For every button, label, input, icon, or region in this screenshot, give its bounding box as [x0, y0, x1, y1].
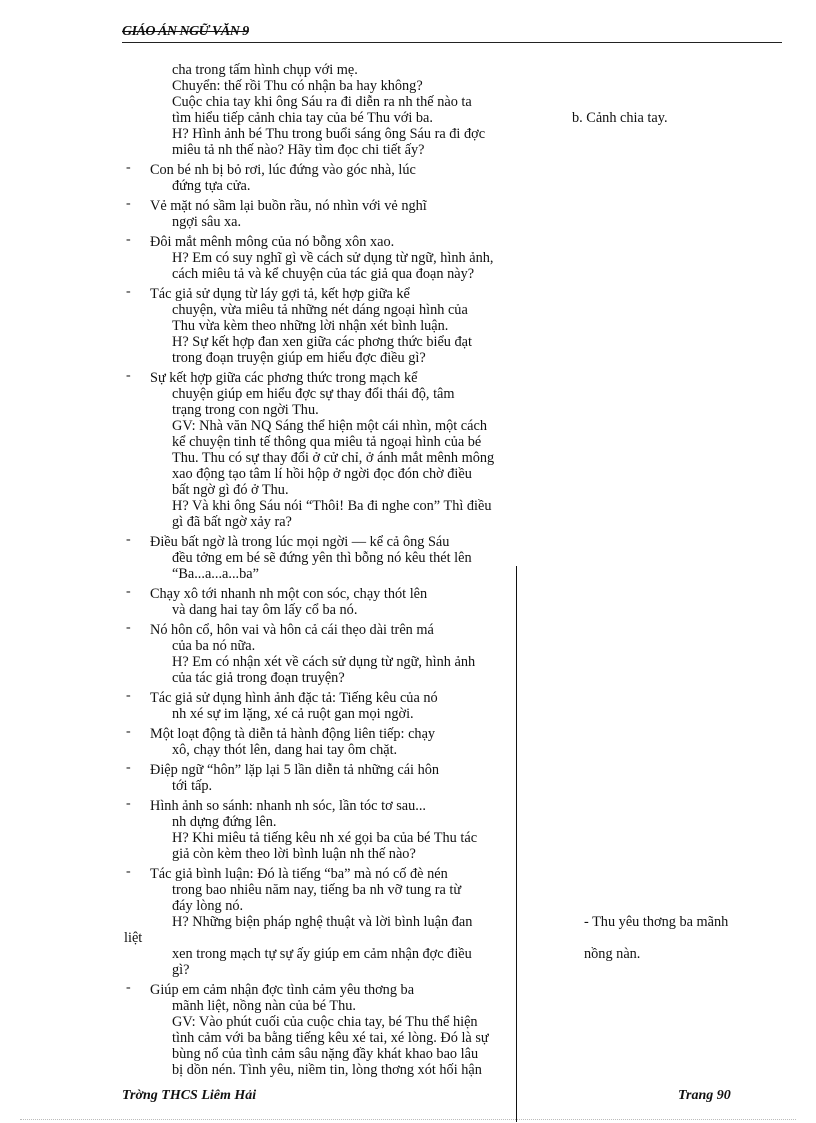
header-title: GIÁO ÁN NGỮ VĂN 9	[122, 24, 249, 39]
text-line: Tác giả sử dụng hình ảnh đặc tả: Tiếng kêu của nó	[150, 690, 438, 706]
text-line: Đôi mắt mênh mông của nó bỗng xôn xao.	[150, 234, 395, 250]
text-line: miêu tả nh thế nào? Hãy tìm đọc chi tiết ấy?	[172, 142, 425, 158]
text-line: GV: Vào phút cuối của cuộc chia tay, bé Thu thể hiện	[172, 1014, 478, 1030]
bullet-dash: -	[126, 368, 131, 383]
text-line: Con bé nh bị bỏ rơi, lúc đứng vào góc nhà, lúc	[150, 162, 416, 178]
text-line: đều tởng em bé sẽ đứng yên thì bỗng nó kêu thét lên	[172, 550, 472, 566]
text-line: nh xé sự im lặng, xé cả ruột gan mọi ngời.	[172, 706, 414, 722]
bullet-dash: -	[126, 980, 131, 995]
bullet-dash: -	[126, 796, 131, 811]
text-line: liệt	[124, 930, 143, 946]
column-divider	[516, 566, 517, 1122]
text-line: của ba nó nữa.	[172, 638, 256, 654]
bullet-dash: -	[126, 196, 131, 211]
text-line: “Ba...a...a...ba”	[172, 566, 259, 582]
bullet-dash: -	[126, 232, 131, 247]
bullet-dash: -	[126, 160, 131, 175]
bullet-dash: -	[126, 584, 131, 599]
text-line: H? Và khi ông Sáu nói “Thôi! Ba đi nghe con” Thì điều	[172, 498, 492, 514]
text-line: mãnh liệt, nồng nàn của bé Thu.	[172, 998, 356, 1014]
text-line: trong bao nhiêu năm nay, tiếng ba nh vỡ tung ra từ	[172, 882, 462, 898]
text-line: Hình ảnh so sánh: nhanh nh sóc, lần tóc tơ sau...	[150, 798, 426, 814]
text-line: Tác giả bình luận: Đó là tiếng “ba” mà nó cố đè nén	[150, 866, 448, 882]
text-line: Giúp em cảm nhận đợc tình cảm yêu thơng ba	[150, 982, 415, 998]
text-line: chuyện giúp em hiểu đợc sự thay đổi thái độ, tâm	[172, 386, 455, 402]
text-line: Điệp ngữ “hôn” lặp lại 5 lần diễn tả những cái hôn	[150, 762, 440, 778]
text-line: cha trong tấm hình chụp với mẹ.	[172, 62, 358, 78]
text-line: Sự kết hợp giữa các phơng thức trong mạch kể	[150, 370, 418, 386]
text-line: trạng trong con ngời Thu.	[172, 402, 319, 418]
text-line: cách miêu tả và kể chuyện của tác giả qua đoạn này?	[172, 266, 475, 282]
text-line: kể chuyện tinh tế thông qua miêu tả ngoại hình của bé	[172, 434, 482, 450]
bullet-dash: -	[126, 760, 131, 775]
bullet-dash: -	[126, 688, 131, 703]
bullet-dash: -	[126, 284, 131, 299]
text-line: nh dựng đứng lên.	[172, 814, 277, 830]
text-line: Thu. Thu có sự thay đổi ở cử chỉ, ở ánh mắt mênh mông	[172, 450, 495, 466]
text-line: GV: Nhà văn NQ Sáng thể hiện một cái nhìn, một cách	[172, 418, 487, 434]
text-line: H? Sự kết hợp đan xen giữa các phơng thức biểu đạt	[172, 334, 472, 350]
text-line: trong đoạn truyện giúp em hiểu đợc điều gì?	[172, 350, 426, 366]
bullet-dash: -	[126, 864, 131, 879]
text-line: chuyện, vừa miêu tả những nét dáng ngoại hình của	[172, 302, 468, 318]
text-line: Chuyển: thế rồi Thu có nhận ba hay không?	[172, 78, 423, 94]
bottom-divider	[20, 1119, 796, 1121]
footer-page-number: Trang 90	[678, 1088, 731, 1103]
text-line: Nó hôn cổ, hôn vai và hôn cả cái thẹo dài trên má	[150, 622, 434, 638]
text-line: H? Em có suy nghĩ gì về cách sử dụng từ ngữ, hình ảnh,	[172, 250, 494, 266]
text-line: Điều bất ngờ là trong lúc mọi ngời — kể cả ông Sáu	[150, 534, 450, 550]
text-line: bùng nổ của tình cảm sâu nặng đầy khát khao bao lâu	[172, 1046, 479, 1062]
text-line: Tác giả sử dụng từ láy gợi tả, kết hợp giữa kể	[150, 286, 410, 302]
text-line: đứng tựa cửa.	[172, 178, 251, 194]
bullet-dash: -	[126, 724, 131, 739]
text-line: đáy lòng nó.	[172, 898, 244, 914]
section-heading-b: b. Cảnh chia tay.	[572, 110, 668, 126]
text-line: Chạy xô tới nhanh nh một con sóc, chạy thót lên	[150, 586, 428, 602]
text-line: của tác giả trong đoạn truyện?	[172, 670, 345, 686]
text-line: H? Khi miêu tả tiếng kêu nh xé gọi ba của bé Thu tác	[172, 830, 478, 846]
text-line: xao động tạo tâm lí hồi hộp ở ngời đọc đón chờ điều	[172, 466, 472, 482]
text-line: tình cảm với ba bằng tiếng kêu xé tai, xé lòng. Đó là sự	[172, 1030, 489, 1046]
bullet-dash: -	[126, 620, 131, 635]
bullet-dash: -	[126, 532, 131, 547]
text-line: Cuộc chia tay khi ông Sáu ra đi diễn ra nh thế nào ta	[172, 94, 472, 110]
text-line: gì?	[172, 962, 190, 978]
text-line: và dang hai tay ôm lấy cổ ba nó.	[172, 602, 358, 618]
text-line: H? Những biện pháp nghệ thuật và lời bình luận đan	[172, 914, 473, 930]
text-line: Một loạt động tà diễn tả hành động liên tiếp: chạy	[150, 726, 436, 742]
text-line: tới tấp.	[172, 778, 213, 794]
text-line: gì đã bất ngờ xảy ra?	[172, 514, 292, 530]
side-note: - Thu yêu thơng ba mãnh	[584, 914, 729, 930]
text-line: tìm hiểu tiếp cảnh chia tay của bé Thu với ba.	[172, 110, 433, 126]
text-line: xen trong mạch tự sự ấy giúp em cảm nhận đợc điều	[172, 946, 472, 962]
footer-school: Trờng THCS Liêm Hải	[122, 1088, 257, 1103]
text-line: Vẻ mặt nó sầm lại buồn rầu, nó nhìn với vẻ nghĩ	[150, 198, 427, 214]
text-line: bất ngờ gì đó ở Thu.	[172, 482, 289, 498]
text-line: giả còn kèm theo lời bình luận nh thế nào?	[172, 846, 416, 862]
text-line: H? Em có nhận xét về cách sử dụng từ ngữ, hình ảnh	[172, 654, 476, 670]
side-note: nồng nàn.	[584, 946, 641, 962]
text-line: H? Hình ảnh bé Thu trong buổi sáng ông Sáu ra đi đợc	[172, 126, 486, 142]
text-line: xô, chạy thót lên, dang hai tay ôm chặt.	[172, 742, 398, 758]
text-line: bị dồn nén. Tình yêu, niềm tin, lòng thơng xót hối hận	[172, 1062, 482, 1078]
text-line: ngợi sâu xa.	[172, 214, 242, 230]
text-line: Thu vừa kèm theo những lời nhận xét bình luận.	[172, 318, 449, 334]
